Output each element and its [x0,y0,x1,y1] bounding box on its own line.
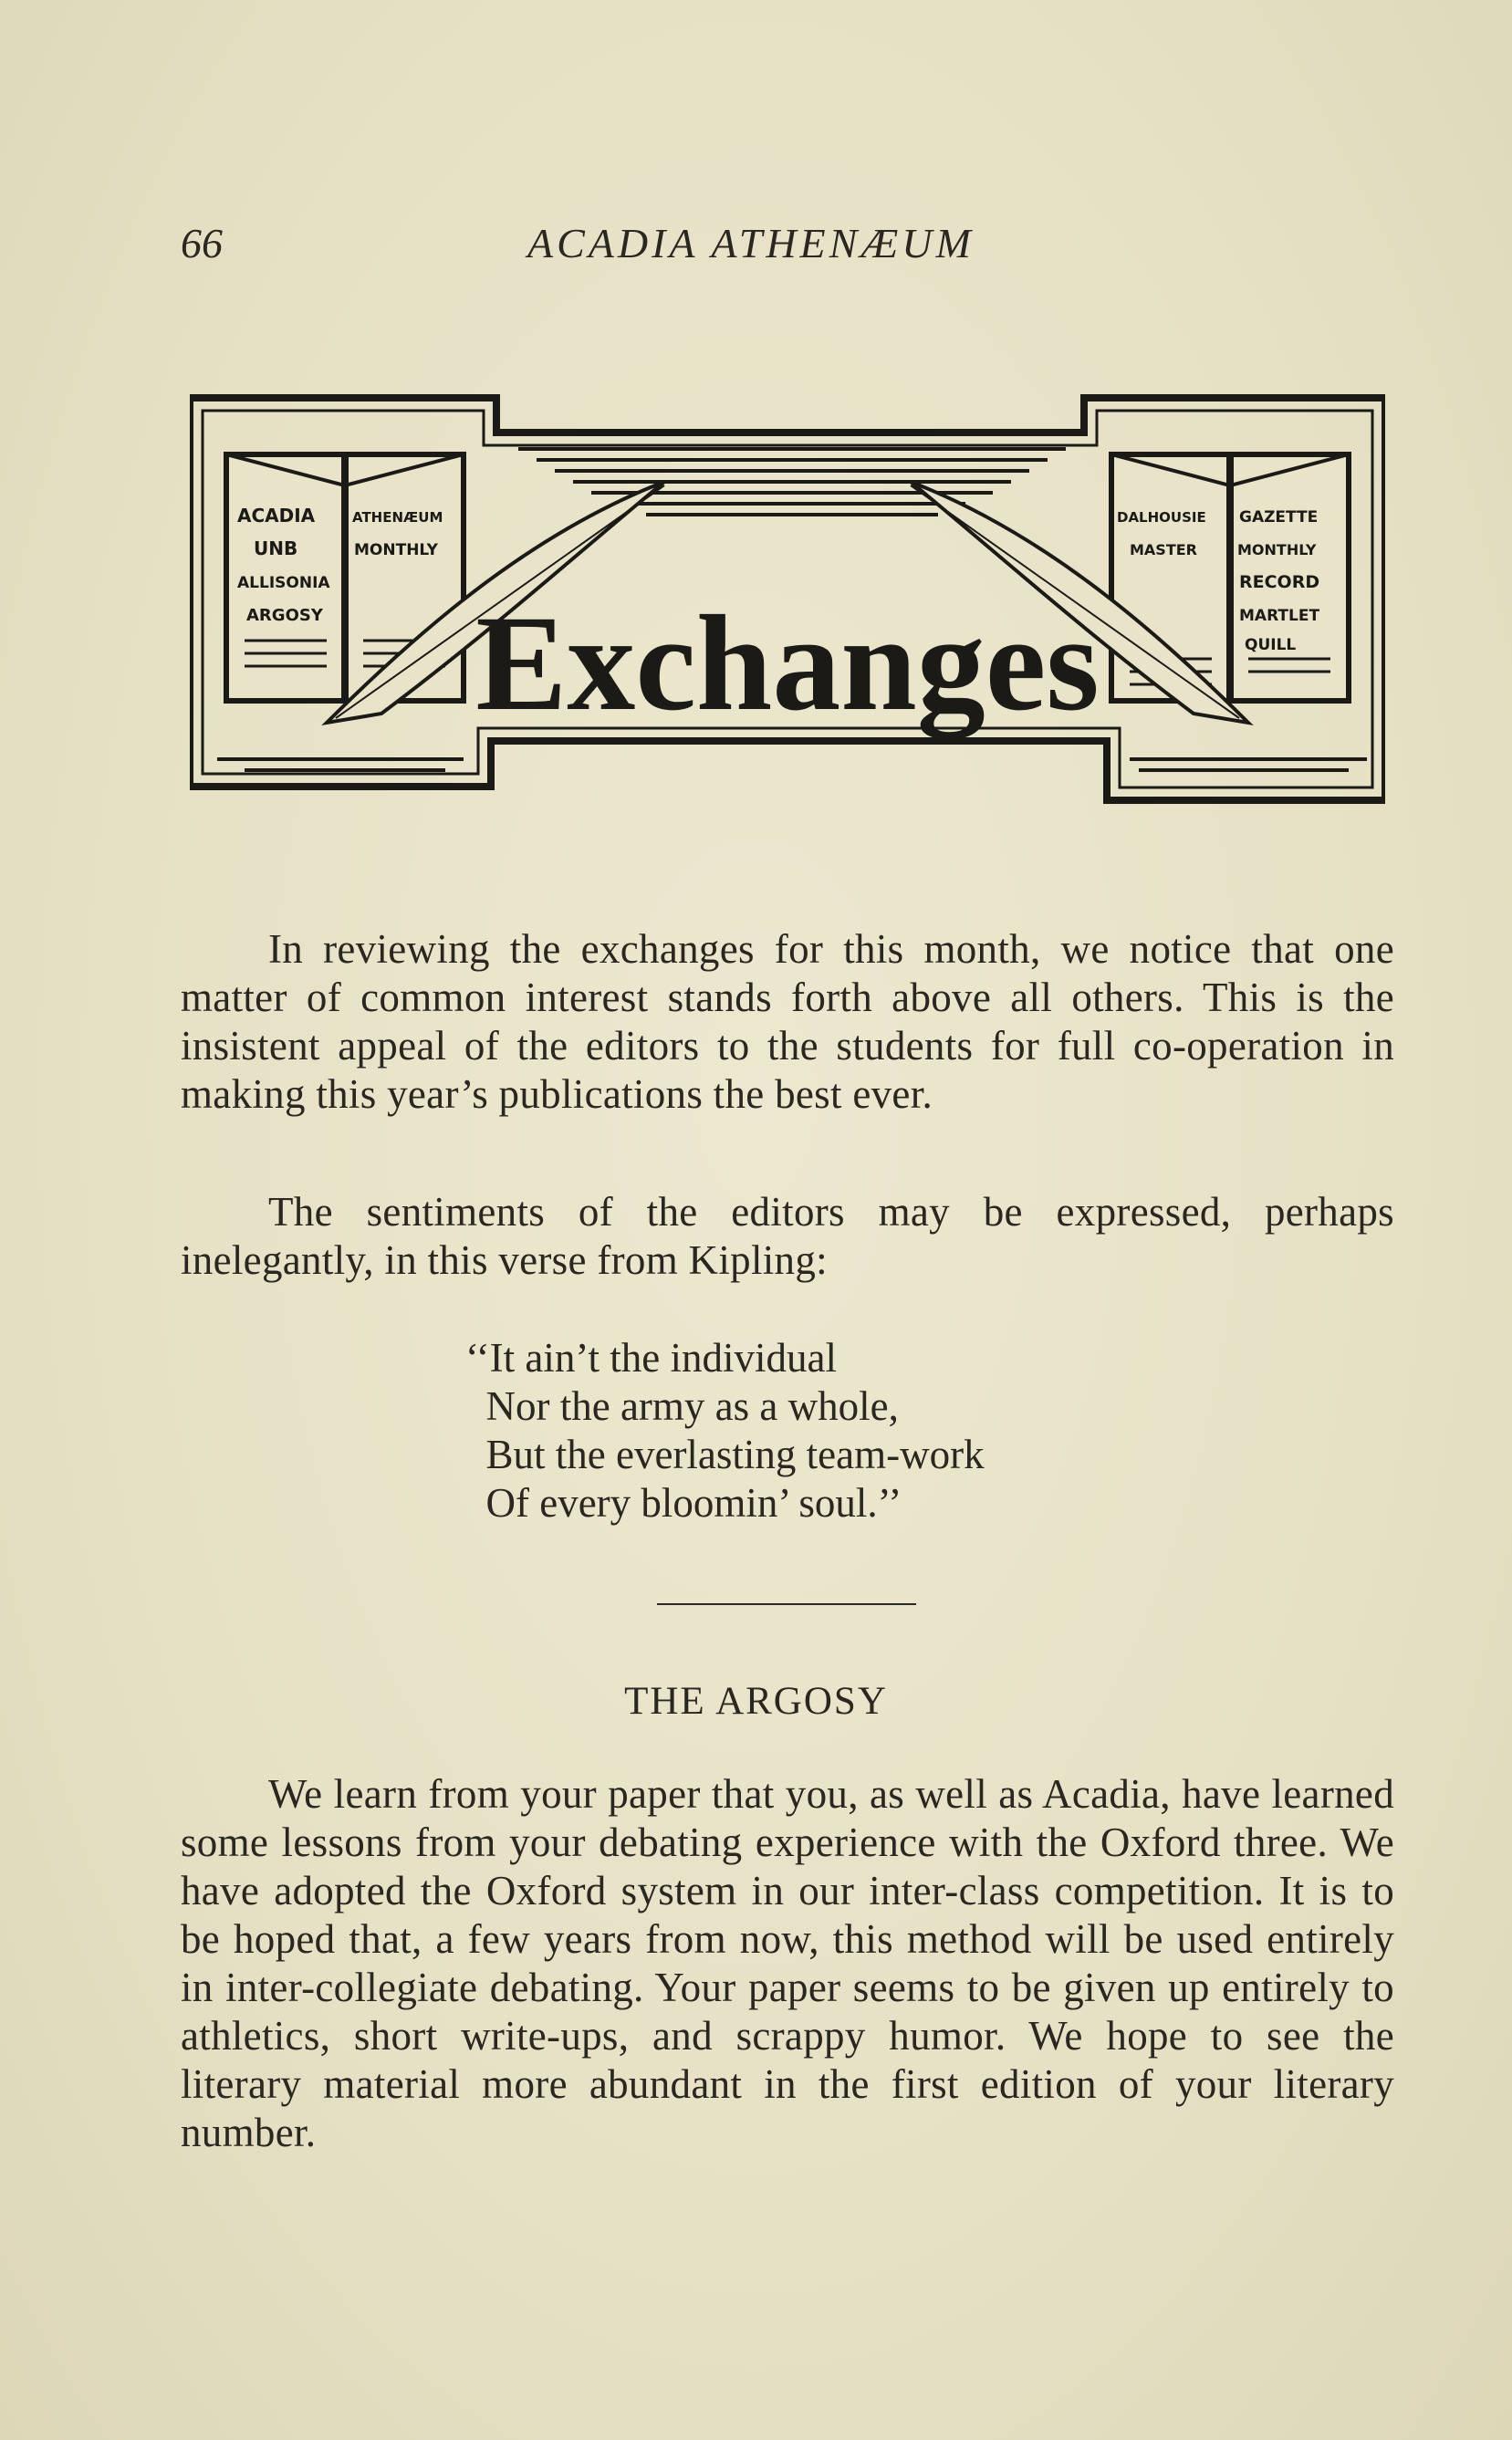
svg-text:ACADIA: ACADIA [237,505,316,527]
svg-text:MONTHLY: MONTHLY [354,541,438,559]
verse-line: Of every bloomin’ soul.’’ [465,1480,902,1526]
svg-text:ATHENÆUM: ATHENÆUM [352,509,443,526]
exchanges-banner [190,394,1385,805]
svg-text:ALLISONIA: ALLISONIA [237,574,330,592]
svg-text:QUILL: QUILL [1245,636,1297,654]
svg-text:GAZETTE: GAZETTE [1239,508,1319,527]
svg-text:MONTHLY: MONTHLY [1237,541,1317,558]
svg-text:ARGOSY: ARGOSY [246,606,323,625]
paragraph-intro: In reviewing the exchanges for this month, we notice that one matter of common interest stands forth above all others. This is the insistent appeal of the editors to the students for full co-operation in making this year’s publications the best ever. [181,926,1394,1117]
svg-text:UNB: UNB [254,537,298,559]
banner-title: Exchanges [475,588,1100,739]
verse-line: Nor the army as a whole, [465,1383,899,1429]
running-title: ACADIA ATHENÆUM [527,220,975,266]
section-title: THE ARGOSY [624,1680,888,1723]
section-divider [657,1603,916,1605]
svg-text:MASTER: MASTER [1130,541,1197,558]
kipling-verse [465,1334,985,1528]
svg-text:RECORD: RECORD [1239,572,1320,592]
page-header [181,219,1394,274]
svg-text:MARTLET: MARTLET [1239,607,1320,625]
verse-line: ‘‘It ain’t the individual [465,1335,837,1381]
verse-line: But the everlasting team-work [465,1432,985,1477]
svg-text:DALHOUSIE: DALHOUSIE [1117,509,1206,526]
paragraph-argosy: We learn from your paper that you, as well as Acadia, have learned some lessons from your debating experience with the Oxford three. We have adopted the Oxford system in our inter-class competition. It is to be hoped that, a few years from now, this method will be used entirely in inter-collegiate debating. Your paper seems to be given up entirely to athletics, short write-ups, and scrappy humor. We hope to see the literary material more abundant in the first edition of your literary number. [181,1771,1394,2155]
paragraph-kipling-intro: The sentiments of the editors may be expressed, perhaps inelegantly, in this verse from Kipling: [181,1189,1394,1283]
page-number: 66 [181,220,223,266]
